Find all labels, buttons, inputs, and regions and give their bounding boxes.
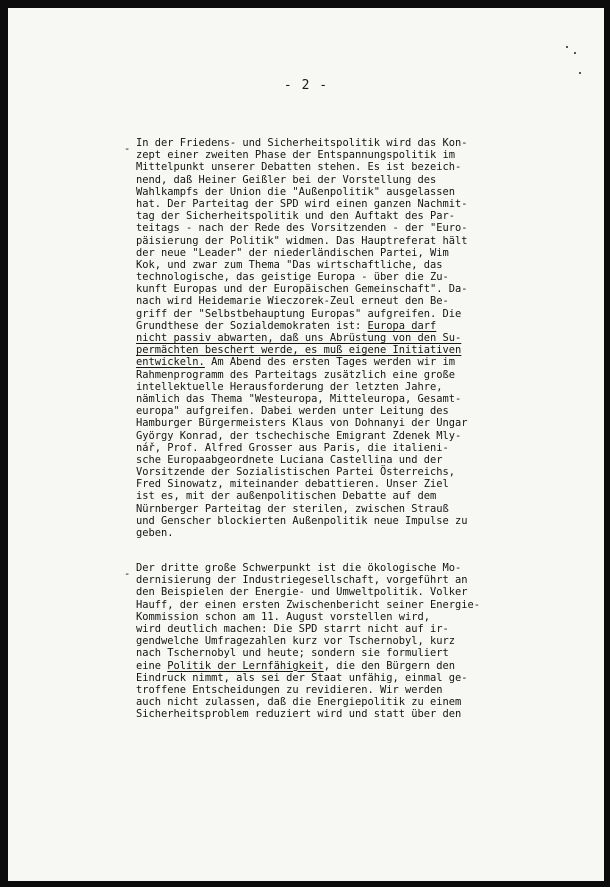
text-line <box>136 137 576 149</box>
paragraph-security-policy <box>136 137 576 539</box>
text-segment: ist es, mit der außenpolitischen Debatte auf dem <box>136 490 437 503</box>
text-line <box>136 599 576 611</box>
document-page <box>8 8 604 881</box>
text-line <box>136 672 576 684</box>
page-number: - 2 - <box>283 78 329 93</box>
text-segment: troffene Entscheidungen zu revidieren. Wir werden <box>136 683 443 696</box>
text-segment: tag der Sicherheitspolitik und den Auftakt des Par- <box>136 210 456 223</box>
text-line <box>136 442 576 454</box>
text-segment: eine <box>136 659 168 672</box>
text-line <box>136 708 576 720</box>
text-line <box>136 611 576 623</box>
text-segment: hat. Der Parteitag der SPD wird einen ganzen Nachmit- <box>136 197 468 210</box>
text-segment: nář, Prof. Alfred Grosser aus Paris, die italieni- <box>136 441 449 454</box>
text-line <box>136 259 576 271</box>
text-line <box>136 320 576 332</box>
text-segment: europa" aufgreifen. Dabei werden unter Leitung des <box>136 405 449 418</box>
text-segment: auch nicht zulassen, daß die Energiepolitik zu einem <box>136 696 462 709</box>
text-segment: teitags - nach der Rede des Vorsitzenden - der "Euro- <box>136 222 468 235</box>
text-segment: Sicherheitsproblem reduziert wird und statt über den <box>136 708 462 721</box>
text-segment: Kok, und zwar zum Thema "Das wirtschaftliche, das <box>136 258 443 271</box>
text-line <box>136 344 576 356</box>
text-line <box>136 454 576 466</box>
text-line <box>136 405 576 417</box>
text-line <box>136 308 576 320</box>
text-line <box>136 515 576 527</box>
text-line <box>136 222 576 234</box>
text-segment: intellektuelle Herausforderung der letzten Jahre, <box>136 380 443 393</box>
bullet-dash: - <box>124 143 131 155</box>
paragraph-ecological-modernisation <box>136 562 576 720</box>
text-segment: technologische, das geistige Europa - über die Zu- <box>136 271 449 284</box>
text-segment: Grundthese der Sozialdemokraten ist: <box>136 319 368 332</box>
text-line <box>136 623 576 635</box>
text-line <box>136 149 576 161</box>
text-line <box>136 466 576 478</box>
text-segment: Fred Sinowatz, miteinander debattieren. Unser Ziel <box>136 478 449 491</box>
underlined-text: nicht passiv abwarten, daß uns Abrüstung von den Su- <box>136 332 462 344</box>
text-segment: nach wird Heidemarie Wieczorek-Zeul erneut den Be- <box>136 295 449 308</box>
text-segment: Vorsitzende der Sozialistischen Partei Österreichs, <box>136 466 456 479</box>
text-line <box>136 635 576 647</box>
scan-speck <box>566 46 568 48</box>
text-line <box>136 586 576 598</box>
text-segment: den Beispielen der Energie- und Umweltpolitik. Volker <box>136 586 468 599</box>
underlined-text: Europa darf <box>367 319 437 332</box>
text-line <box>136 271 576 283</box>
text-line <box>136 356 576 368</box>
text-segment: zept einer zweiten Phase der Entspannungspolitik im <box>136 149 456 162</box>
text-segment: György Konrad, der tschechische Emigrant Zdenek Mly- <box>136 429 462 442</box>
text-line <box>136 684 576 696</box>
text-line <box>136 381 576 393</box>
underlined-text: entwickeln. <box>136 356 205 369</box>
text-line <box>136 247 576 259</box>
text-line <box>136 660 576 672</box>
underlined-text: Politik der Lernfähigkeit <box>167 659 324 672</box>
text-segment: , die den Bürgern den <box>323 659 456 672</box>
text-segment: sche Europaabgeordnete Luciana Castellina und der <box>136 453 443 466</box>
text-line <box>136 478 576 490</box>
text-segment: Hamburger Bürgermeisters Klaus von Dohnanyi der Ungar <box>136 417 468 430</box>
text-segment: wird deutlich machen: Die SPD starrt nicht auf ir- <box>136 622 449 635</box>
text-segment: Mittelpunkt unserer Debatten stehen. Es ist bezeich- <box>136 161 462 174</box>
scan-speck <box>574 52 576 54</box>
text-line <box>136 295 576 307</box>
text-segment: Rahmenprogramm des Parteitags zusätzlich eine große <box>136 368 456 381</box>
text-line <box>136 283 576 295</box>
text-line <box>136 430 576 442</box>
text-line <box>136 417 576 429</box>
underlined-text: permächten beschert werde, es muß eigene Initiativen <box>136 344 462 357</box>
text-line <box>136 393 576 405</box>
text-line <box>136 562 576 574</box>
text-line <box>136 647 576 659</box>
text-segment: Der dritte große Schwerpunkt ist die ökologische Mo- <box>136 562 462 574</box>
text-segment: In der Friedens- und Sicherheitspolitik wird das Kon- <box>136 137 468 149</box>
text-segment: Nürnberger Parteitag der sterilen, zwischen Strauß <box>136 502 449 515</box>
text-segment: Wahlkampfs der Union die "Außenpolitik" ausgelassen <box>136 185 456 198</box>
text-line <box>136 503 576 515</box>
text-segment: gendwelche Umfragezahlen kurz vor Tschernobyl, kurz <box>136 635 456 648</box>
text-segment: nach Tschernobyl und heute; sondern sie formuliert <box>136 647 449 660</box>
text-segment: kunft Europas und der Europäischen Gemeinschaft". Da- <box>136 283 468 296</box>
text-line <box>136 490 576 502</box>
text-line <box>136 332 576 344</box>
text-segment: nämlich das Thema "Westeuropa, Mitteleuropa, Gesamt- <box>136 392 462 405</box>
text-segment: Am Abend des ersten Tages werden wir im <box>204 356 456 369</box>
bullet-dash: - <box>124 568 131 580</box>
text-segment: und Genscher blockierten Außenpolitik neue Impulse zu <box>136 514 468 527</box>
text-segment: dernisierung der Industriegesellschaft, vorgeführt an <box>136 574 468 587</box>
text-segment: der neue "Leader" der niederländischen Partei, Wim <box>136 246 449 259</box>
text-segment: nend, daß Heiner Geißler bei der Vorstellung des <box>136 173 437 186</box>
text-segment: geben. <box>136 527 174 539</box>
scan-speck <box>579 72 581 74</box>
text-segment: griff der "Selbstbehauptung Europas" aufgreifen. Die <box>136 307 462 320</box>
text-line <box>136 210 576 222</box>
text-line <box>136 369 576 381</box>
text-segment: Hauff, der einen ersten Zwischenbericht seiner Energie- <box>136 598 481 611</box>
text-segment: päisierung der Politik" widmen. Das Hauptreferat hält <box>136 234 468 247</box>
text-line <box>136 527 576 539</box>
text-segment: Kommission schon am 11. August vorstellen wird, <box>136 610 431 623</box>
text-line <box>136 186 576 198</box>
text-line <box>136 198 576 210</box>
text-line <box>136 235 576 247</box>
text-line <box>136 174 576 186</box>
text-line <box>136 696 576 708</box>
text-line <box>136 161 576 173</box>
text-segment: Eindruck nimmt, als sei der Staat unfähig, einmal ge- <box>136 671 468 684</box>
text-line <box>136 574 576 586</box>
